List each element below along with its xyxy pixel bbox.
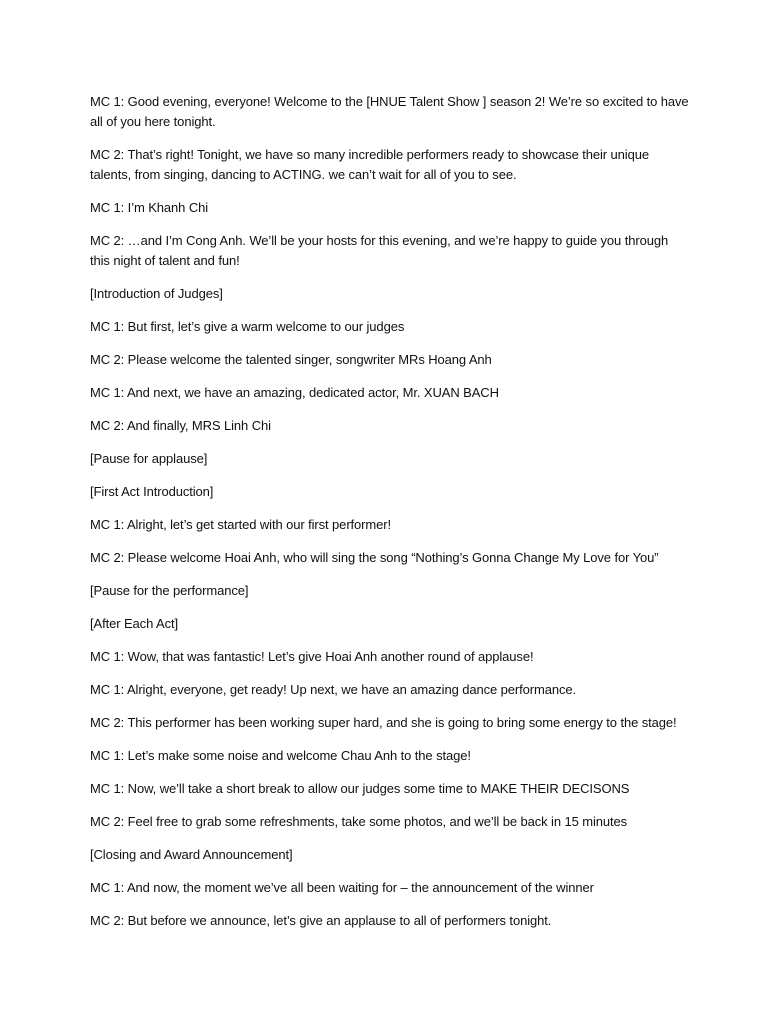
paragraph-mc2-applause-all: MC 2: But before we announce, let’s give an applause to all of performers tonight.: [90, 913, 552, 928]
paragraph-mc1-winner: MC 1: And now, the moment we’ve all been waiting for – the announcement of the winner: [90, 880, 594, 895]
section-closing-award: [Closing and Award Announcement]: [90, 847, 293, 862]
section-first-act: [First Act Introduction]: [90, 484, 214, 499]
paragraph-mc1-chau-anh: MC 1: Let’s make some noise and welcome Chau Anh to the stage!: [90, 748, 471, 763]
paragraph-mc2-refreshments: MC 2: Feel free to grab some refreshments, take some photos, and we’ll be back in 15 minutes: [90, 814, 628, 829]
document-body: [90, 92, 690, 944]
paragraph-mc2-hoai-anh: MC 2: Please welcome Hoai Anh, who will sing the song “Nothing’s Gonna Change My Love for You”: [90, 550, 659, 565]
paragraph-mc1-dance: MC 1: Alright, everyone, get ready! Up next, we have an amazing dance performance.: [90, 682, 577, 697]
paragraph-mc1-judges: MC 1: But first, let’s give a warm welcome to our judges: [90, 319, 405, 334]
paragraph-mc2-energy: MC 2: This performer has been working super hard, and she is going to bring some energy to the stage!: [90, 715, 677, 730]
section-after-each-act: [After Each Act]: [90, 616, 178, 631]
paragraph-mc1-judge-2: MC 1: And next, we have an amazing, dedicated actor, Mr. XUAN BACH: [90, 385, 499, 400]
paragraph-mc2-judge-1: MC 2: Please welcome the talented singer, songwriter MRs Hoang Anh: [90, 352, 492, 367]
stage-direction-performance: [Pause for the performance]: [90, 583, 249, 598]
paragraph-mc1-fantastic: MC 1: Wow, that was fantastic! Let’s give Hoai Anh another round of applause!: [90, 649, 534, 664]
paragraph-mc1-break: MC 1: Now, we’ll take a short break to allow our judges some time to MAKE THEIR DECISONS: [90, 781, 630, 796]
paragraph-mc1-name: MC 1: I’m Khanh Chi: [90, 200, 209, 215]
paragraph-mc2-performers: MC 2: That’s right! Tonight, we have so many incredible performers ready to showcase their unique talents, from singing, dancing to ACTING. we can’t wait for all of you to see.: [90, 147, 649, 182]
paragraph-mc1-first-performer: MC 1: Alright, let’s get started with our first performer!: [90, 517, 392, 532]
paragraph-mc2-judge-3: MC 2: And finally, MRS Linh Chi: [90, 418, 271, 433]
stage-direction-applause: [Pause for applause]: [90, 451, 208, 466]
paragraph-mc1-welcome: MC 1: Good evening, everyone! Welcome to the [HNUE Talent Show ] season 2! We’re so excited to have all of you here tonight.: [90, 94, 689, 129]
section-introduction-of-judges: [Introduction of Judges]: [90, 286, 223, 301]
paragraph-mc2-name: MC 2: …and I’m Cong Anh. We’ll be your hosts for this evening, and we’re happy to guide you through this night of talent and fun!: [90, 233, 669, 268]
